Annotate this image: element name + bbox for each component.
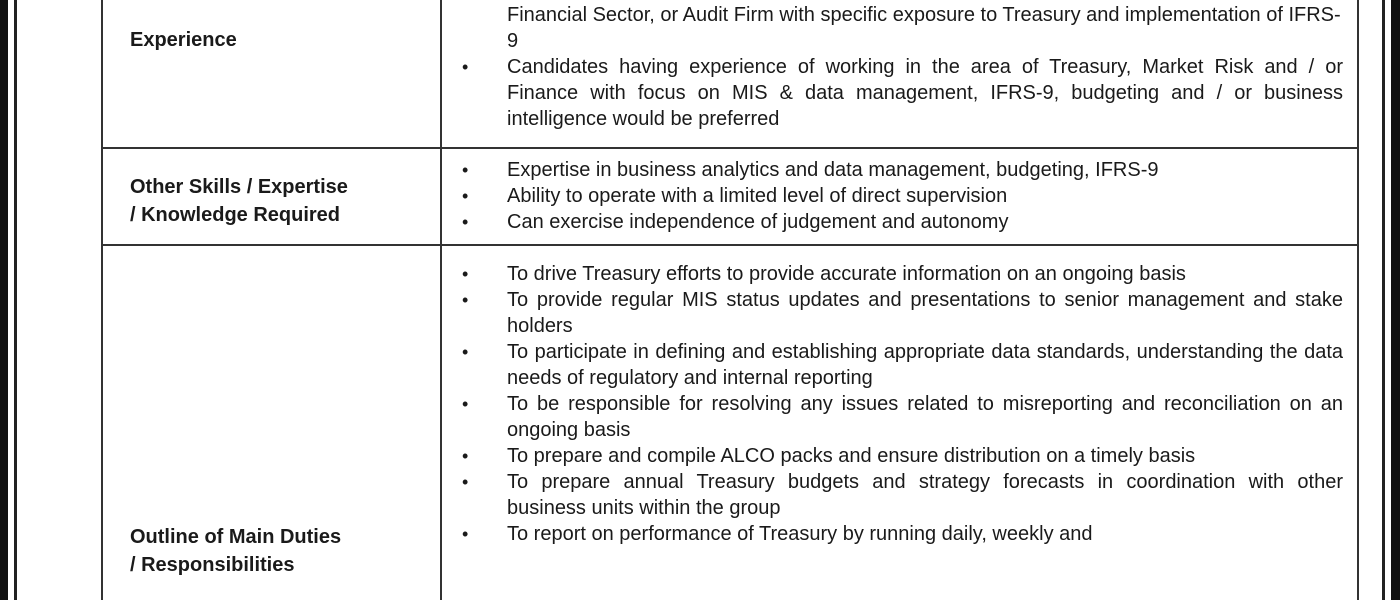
skills-label [130,173,348,229]
experience-cell [462,2,1343,132]
page-inner-border-left [14,0,17,600]
skills-label-line1: Other Skills / Expertise [130,176,348,198]
page-border-left [0,0,8,600]
page-inner-border-right [1382,0,1385,600]
bullet-icon: • [462,472,469,492]
row-divider-1 [102,147,1358,149]
bullet-icon: • [462,524,469,544]
skills-cell [462,157,1343,235]
list-item: • Can exercise independence of judgement and autonomy [462,211,1009,233]
duties-label-line2: / Responsibilities [130,554,295,576]
list-item: • To provide regular MIS status updates and presentations to senior management and stake holders [462,289,1343,337]
list-item: • Ability to operate with a limited level of direct supervision [462,185,1008,207]
skills-label-line2: / Knowledge Required [130,204,341,226]
bullet-icon: • [462,290,469,310]
experience-continuation: Financial Sector, or Audit Firm with specific exposure to Treasury and implementation of IFRS-9 [507,4,1341,52]
bullet-icon: • [462,160,469,180]
list-item: • To participate in defining and establishing appropriate data standards, understanding the data needs of regulatory and internal reporting [462,341,1343,389]
bullet-icon: • [462,446,469,466]
bullet-icon: • [462,212,469,232]
page-border-right [1391,0,1400,600]
bullet-icon: • [462,342,469,362]
list-item: • To be responsible for resolving any issues related to misreporting and reconciliation on an ongoing basis [462,393,1343,441]
bullet-icon: • [462,186,469,206]
duties-label [130,523,341,579]
list-item: • To prepare annual Treasury budgets and strategy forecasts in coordination with other business units within the group [462,471,1343,519]
bullet-icon: • [462,57,469,77]
column-divider [440,0,442,600]
bullet-icon: • [462,394,469,414]
list-item: • Expertise in business analytics and data management, budgeting, IFRS-9 [462,159,1159,181]
list-item: • To prepare and compile ALCO packs and ensure distribution on a timely basis [462,445,1196,467]
bullet-icon: • [462,264,469,284]
duties-cell [462,261,1343,547]
list-item: • Candidates having experience of working in the area of Treasury, Market Risk and / or Finance with focus on MIS & data management, IFRS-9, budgeting and / or business intelligence would be preferred [462,56,1343,130]
experience-label: Experience [130,29,237,51]
list-item: • To drive Treasury efforts to provide accurate information on an ongoing basis [462,263,1186,285]
list-item: • To report on performance of Treasury by running daily, weekly and [462,523,1093,545]
duties-label-line1: Outline of Main Duties [130,526,342,548]
row-divider-2 [102,244,1358,246]
